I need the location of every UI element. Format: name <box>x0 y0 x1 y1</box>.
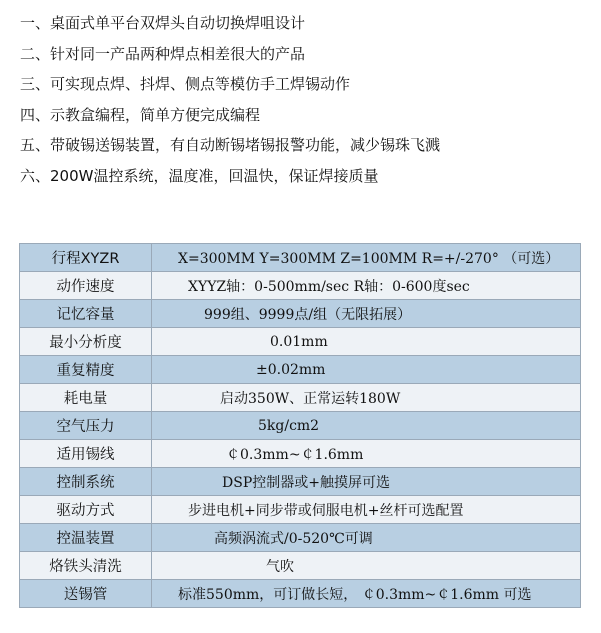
spec-value: 气吹 <box>266 558 294 575</box>
feature-item: 三、可实现点焊、抖焊、侧点等模仿手工焊锡动作 <box>20 75 351 93</box>
spec-label: 烙铁头清洗 <box>20 552 152 580</box>
feature-item: 五、带破锡送锡装置，有自动断锡堵锡报警功能，减少锡珠飞溅 <box>20 136 441 154</box>
table-row <box>20 384 581 412</box>
spec-label: 最小分析度 <box>20 328 152 356</box>
feature-item: 六、200W温控系统，温度准，回温快，保证焊接质量 <box>20 166 379 185</box>
feature-item: 四、示教盒编程，简单方便完成编程 <box>20 105 261 124</box>
spec-value: 0.01mm <box>270 333 328 350</box>
spec-label: 行程XYZR <box>20 244 152 272</box>
spec-label: 适用锡线 <box>20 440 152 468</box>
table-row <box>20 468 581 496</box>
spec-value: 启动350W、正常运转180W <box>220 390 401 407</box>
feature-item: 二、针对同一产品两种焊点相差很大的产品 <box>20 44 306 63</box>
spec-label: 重复精度 <box>20 356 152 384</box>
spec-value: ￠0.3mm~￠1.6mm <box>226 446 364 463</box>
spec-value: 高频涡流式/0-520℃可调 <box>214 530 373 547</box>
spec-label: 空气压力 <box>20 412 152 440</box>
table-row <box>20 496 581 524</box>
spec-label: 耗电量 <box>20 384 152 412</box>
spec-value: 步进电机+同步带或伺服电机+丝杆可选配置 <box>188 502 464 519</box>
table-row <box>20 244 581 272</box>
table-row <box>20 272 581 300</box>
spec-value: XYYZ轴：0-500mm/sec R轴：0-600度sec <box>188 278 470 295</box>
table-row <box>20 412 581 440</box>
table-row <box>20 300 581 328</box>
spec-value: 5kg/cm2 <box>258 417 320 434</box>
spec-value: 999组、9999点/组（无限拓展） <box>204 306 412 323</box>
spec-label: 送锡管 <box>20 580 152 608</box>
spec-label: 控制系统 <box>20 468 152 496</box>
table-row <box>20 580 581 608</box>
spec-value: ±0.02mm <box>256 361 326 378</box>
feature-item: 一、桌面式单平台双焊头自动切换焊咀设计 <box>20 14 306 32</box>
feature-list <box>20 8 440 191</box>
table-row <box>20 328 581 356</box>
spec-value: 标准550mm，可订做长短， ￠0.3mm~￠1.6mm 可选 <box>178 586 532 603</box>
table-row <box>20 356 581 384</box>
spec-label: 驱动方式 <box>20 496 152 524</box>
spec-value: DSP控制器或+触摸屏可选 <box>222 474 390 491</box>
table-row <box>20 524 581 552</box>
spec-table <box>19 243 581 608</box>
spec-value: X=300MM Y=300MM Z=100MM R=+/-270° （可选） <box>178 250 560 267</box>
spec-label: 记忆容量 <box>20 300 152 328</box>
table-row <box>20 440 581 468</box>
table-row <box>20 552 581 580</box>
spec-label: 控温装置 <box>20 524 152 552</box>
spec-label: 动作速度 <box>20 272 152 300</box>
